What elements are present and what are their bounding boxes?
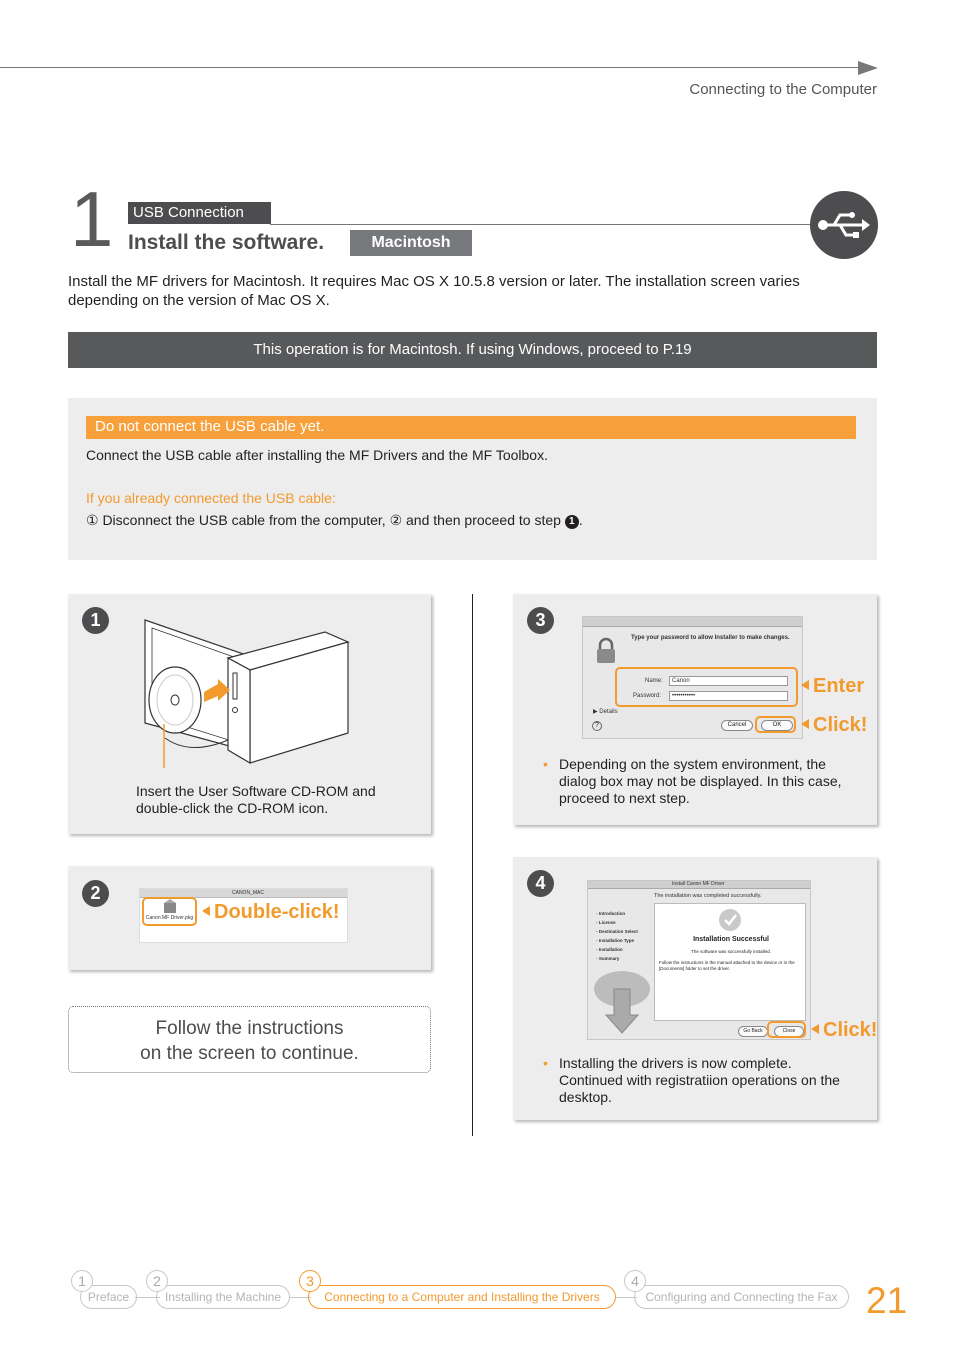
computer-cd-illustration	[140, 618, 355, 768]
header-arrow-icon	[858, 61, 878, 75]
nav-chapter-1[interactable]: Preface	[80, 1285, 137, 1309]
follow-line-2: on the screen to continue.	[140, 1043, 359, 1064]
installer-header: The installation was completed successfully.	[654, 893, 762, 899]
nav-chapter-2[interactable]: Installing the Machine	[156, 1285, 290, 1309]
nav-chapter-1-number: 1	[71, 1270, 93, 1292]
success-note: Follow the instructions in the manual attached to the device or in the [Documents] folder to set the driver.	[659, 960, 795, 971]
installer-step: ◦ Summary	[596, 956, 620, 961]
installer-step: ◦ Destination Select	[596, 929, 638, 934]
name-label: Name:	[645, 678, 663, 684]
double-click-text: Double-click!	[214, 901, 340, 923]
success-check-icon	[719, 909, 741, 931]
details-label: Details	[599, 709, 618, 715]
finder-window-title: CANON_MAC	[232, 890, 264, 896]
usb-icon	[810, 191, 878, 259]
warning-instruction-end: .	[578, 512, 583, 528]
click-text: Click!	[813, 714, 868, 736]
name-field[interactable]: Canon	[669, 676, 788, 686]
panel-4-note-text: Installing the drivers is now complete. Continued with registratiion operations on the desktop.	[559, 1055, 840, 1105]
follow-line-1: Follow the instructions	[155, 1018, 344, 1039]
enter-label	[801, 675, 864, 698]
intro-text: Install the MF drivers for Macintosh. It requires Mac OS X 10.5.8 version or later. The installation screen varies depending on the version of Mac OS X.	[68, 273, 800, 309]
header-rule	[0, 67, 862, 68]
ok-highlight	[755, 716, 796, 733]
page-number: 21	[866, 1280, 908, 1321]
windows-notice: This operation is for Macintosh. If using Windows, proceed to P.19	[68, 332, 877, 368]
enter-text: Enter	[813, 675, 865, 697]
success-subtitle: The software was successfully installed.	[691, 949, 771, 954]
warning-subtitle: If you already connected the USB cable:	[86, 490, 336, 506]
panel-1-number: 1	[82, 607, 109, 634]
section-rule	[270, 224, 815, 225]
pointer-arrow-icon	[801, 680, 809, 690]
nav-chapter-4-number: 4	[624, 1270, 646, 1292]
installer-titlebar	[588, 881, 810, 889]
warning-instruction-text: ① Disconnect the USB cable from the computer, ② and then proceed to step	[86, 512, 565, 528]
installer-step: ◦ License	[596, 920, 616, 925]
password-label: Password:	[633, 693, 662, 699]
click-label-4	[811, 1019, 877, 1042]
dialog-message: Type your password to allow Installer to make changes.	[631, 635, 790, 641]
click-text-4: Click!	[823, 1019, 878, 1041]
nav-chapter-3[interactable]: Connecting to a Computer and Installing the Drivers	[308, 1285, 616, 1309]
cancel-button[interactable]: Cancel	[721, 720, 753, 731]
cd-package-icon[interactable]	[142, 897, 197, 926]
installer-disc-icon	[592, 969, 652, 1037]
password-field[interactable]: •••••••••••	[669, 691, 788, 701]
success-title: Installation Successful	[693, 936, 769, 943]
nav-chapter-2-number: 2	[146, 1270, 168, 1292]
panel-4-note	[543, 1055, 853, 1106]
details-toggle[interactable]: ▶ Details	[593, 709, 618, 715]
package-label: Canon MF Driver.pkg	[145, 915, 194, 921]
column-divider	[472, 594, 473, 1136]
panel-3-note-text: Depending on the system environment, the dialog box may not be displayed. In this case, proceed to next step.	[559, 756, 842, 806]
panel-2-number: 2	[82, 880, 109, 907]
installer-step: ◦ Installation Type	[596, 938, 635, 943]
credentials-highlight	[615, 667, 798, 707]
installer-step: ◦ Installation	[596, 947, 623, 952]
click-label	[801, 714, 867, 737]
pointer-arrow-icon	[202, 906, 210, 916]
installer-content	[654, 903, 806, 1021]
installer-steps	[596, 909, 638, 963]
step-number: 1	[70, 175, 114, 263]
go-back-button[interactable]: Go Back	[738, 1026, 768, 1037]
pointer-arrow-icon	[801, 719, 809, 729]
nav-chapter-4[interactable]: Configuring and Connecting the Fax	[634, 1285, 849, 1309]
follow-instructions-box	[68, 1006, 431, 1073]
help-icon[interactable]: ?	[592, 721, 602, 731]
section-tag: USB Connection	[128, 202, 271, 224]
os-tag: Macintosh	[350, 230, 472, 256]
pointer-arrow-icon	[811, 1024, 819, 1034]
warning-text: Connect the USB cable after installing the MF Drivers and the MF Toolbox.	[86, 447, 548, 463]
ok-button[interactable]: OK	[761, 720, 793, 731]
lock-icon	[593, 637, 619, 665]
dialog-titlebar	[583, 617, 802, 627]
bullet: •	[543, 1055, 548, 1071]
close-highlight	[767, 1021, 806, 1038]
nav-chapter-3-number: 3	[299, 1270, 321, 1292]
installer-step: ◦ Introduction	[596, 911, 626, 916]
bullet: •	[543, 756, 548, 772]
panel-1-caption: Insert the User Software CD-ROM and double-click the CD-ROM icon.	[136, 783, 376, 816]
chapter-title: Connecting to the Computer	[689, 81, 877, 98]
close-button[interactable]: Close	[774, 1026, 804, 1037]
installer-window	[587, 880, 811, 1040]
warning-title: Do not connect the USB cable yet.	[86, 416, 856, 439]
panel-3-note	[543, 756, 853, 807]
warning-instruction	[86, 512, 583, 529]
installer-title: Install Canon MF Driver	[672, 881, 725, 887]
double-click-label	[202, 901, 340, 924]
panel-4-number: 4	[527, 870, 554, 897]
step-ref-badge: 1	[565, 515, 579, 529]
panel-3-number: 3	[527, 607, 554, 634]
step-title: Install the software.	[128, 231, 325, 254]
